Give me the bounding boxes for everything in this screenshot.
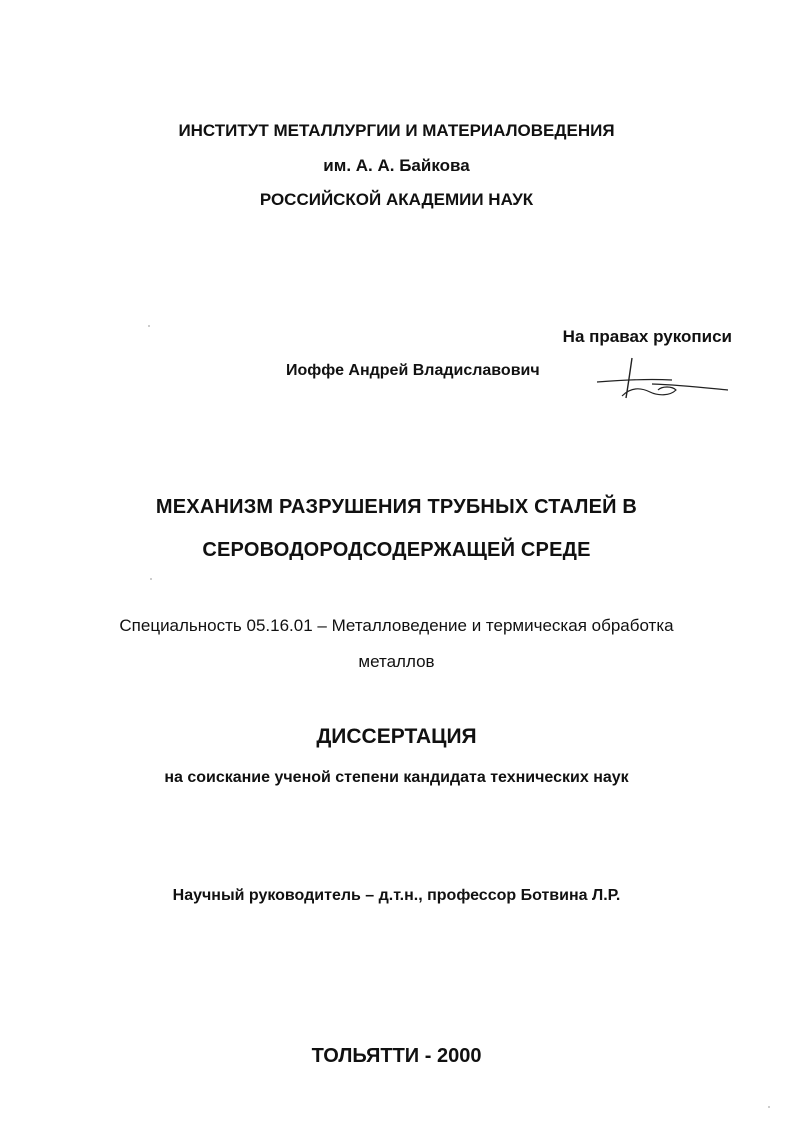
scan-speck [148,325,150,327]
city-year: ТОЛЬЯТТИ - 2000 [311,1045,482,1067]
institute-name-line-3: РОССИЙСКОЙ АКАДЕМИИ НАУК [259,190,534,209]
author-name: Иоффе Андрей Владиславович [286,362,540,379]
document-type: ДИССЕРТАЦИЯ [316,725,477,748]
supervisor-line: Научный руководитель – д.т.н., профессор Ботвина Л.Р. [172,887,621,904]
scan-speck [150,578,152,580]
specialty-line-1: Специальность 05.16.01 – Металловедение и термическая обработка [119,616,674,635]
dissertation-title-line-1: МЕХАНИЗМ РАЗРУШЕНИЯ ТРУБНЫХ СТАЛЕЙ В [155,496,638,518]
institute-name-line-1: ИНСТИТУТ МЕТАЛЛУРГИИ И МАТЕРИАЛОВЕДЕНИЯ [178,121,615,140]
specialty-line-2: металлов [358,652,435,671]
dissertation-title-line-2: СЕРОВОДОРОДСОДЕРЖАЩЕЙ СРЕДЕ [202,539,591,561]
rights-note: На правах рукописи [562,327,732,346]
scan-speck [768,1106,770,1108]
signature [592,352,732,412]
degree-line: на соискание ученой степени кандидата технических наук [164,769,629,786]
institute-name-line-2: им. А. А. Байкова [323,156,470,175]
